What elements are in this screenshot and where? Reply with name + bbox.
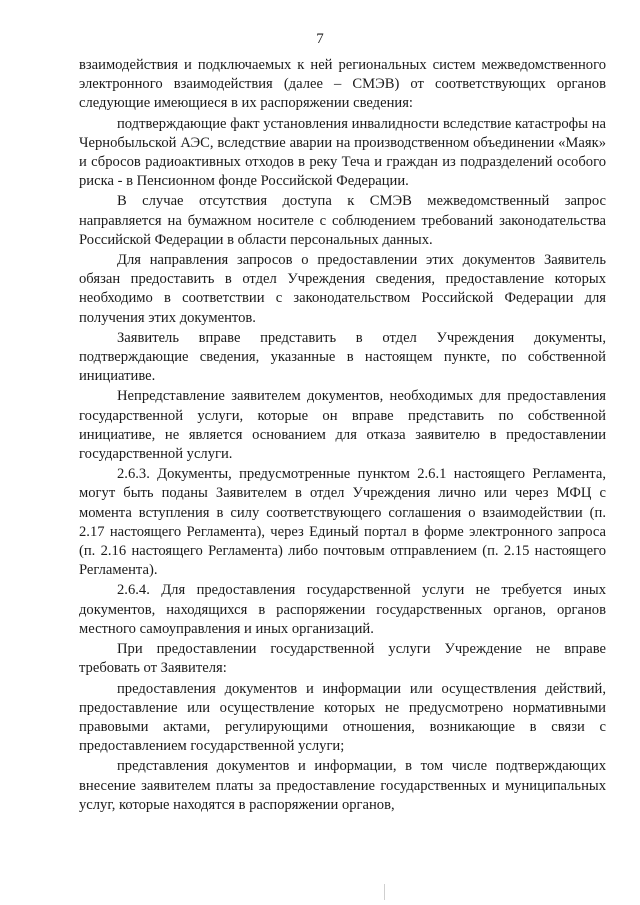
paragraph-prohibitions-intro: При предоставлении государственной услуги Учреждение не вправе требовать от Заявителя: (79, 641, 606, 677)
paragraph-applicant-right: Заявитель вправе представить в отдел Учреждения документы, подтверждающие сведения, указанные в настоящем пункте, по собственной инициативе. (79, 329, 606, 385)
page-number: 7 (316, 31, 324, 47)
document-body (79, 56, 606, 815)
paragraph-smev-intro: взаимодействия и подключаемых к ней региональных систем межведомственного электронного взаимодействия (далее – СМЭВ) от соответствующих органов следующие имеющиеся в их распоряжении сведения: (79, 57, 606, 112)
paragraph-applicant-obligation: Для направления запросов о предоставлении этих документов Заявитель обязан предоставить в отдел Учреждения сведения, предоставление которых необходимо в соответствии с законодательством Российской Федерации для получения этих документов. (79, 252, 606, 326)
paragraph-disability-info: подтверждающие факт установления инвалидности вследствие катастрофы на Чернобыльской АЭС, вследствие аварии на производственном объединении «Маяк» и сбросов радиоактивных отходов в реку Теча и граждан из подразделений особого риска - в Пенсионном фонде Российской Федерации. (79, 115, 606, 190)
paragraph-2-6-4: 2.6.4. Для предоставления государственной услуги не требуется иных документов, находящихся в распоряжении государственных органов, органов местного самоуправления и иных организаций. (79, 582, 606, 637)
scan-artifact (384, 884, 385, 900)
paragraph-prohibition-actions: предоставления документов и информации или осуществления действий, предоставление или осуществление которых не предусмотрено нормативными правовыми актами, регулирующими отношения, возникающие в связи с предоставлением государственной услуги; (79, 680, 606, 755)
paragraph-paper-request: В случае отсутствия доступа к СМЭВ межведомственный запрос направляется на бумажном носителе с соблюдением требований законодательства Российской Федерации в области персональных данных. (79, 193, 606, 248)
paragraph-prohibition-documents: представления документов и информации, в том числе подтверждающих внесение заявителем платы за предоставление государственных и муниципальных услуг, которые находятся в распоряжении органов, (79, 758, 606, 813)
paragraph-2-6-3: 2.6.3. Документы, предусмотренные пунктом 2.6.1 настоящего Регламента, могут быть поданы Заявителем в отдел Учреждения лично или через МФЦ с момента вступления в силу соответствующего соглашения о взаимодействии (п. 2.17 настоящего Регламента), через Единый портал в форме электронного запроса (п. 2.16 настоящего Регламента) либо почтовым отправлением (п. 2.15 настоящего Регламента). (79, 466, 606, 579)
paragraph-non-submission: Непредставление заявителем документов, необходимых для предоставления государственной услуги, которые он вправе представить по собственной инициативе, не является основанием для отказа заявителю в предоставлении государственной услуги. (79, 388, 606, 463)
